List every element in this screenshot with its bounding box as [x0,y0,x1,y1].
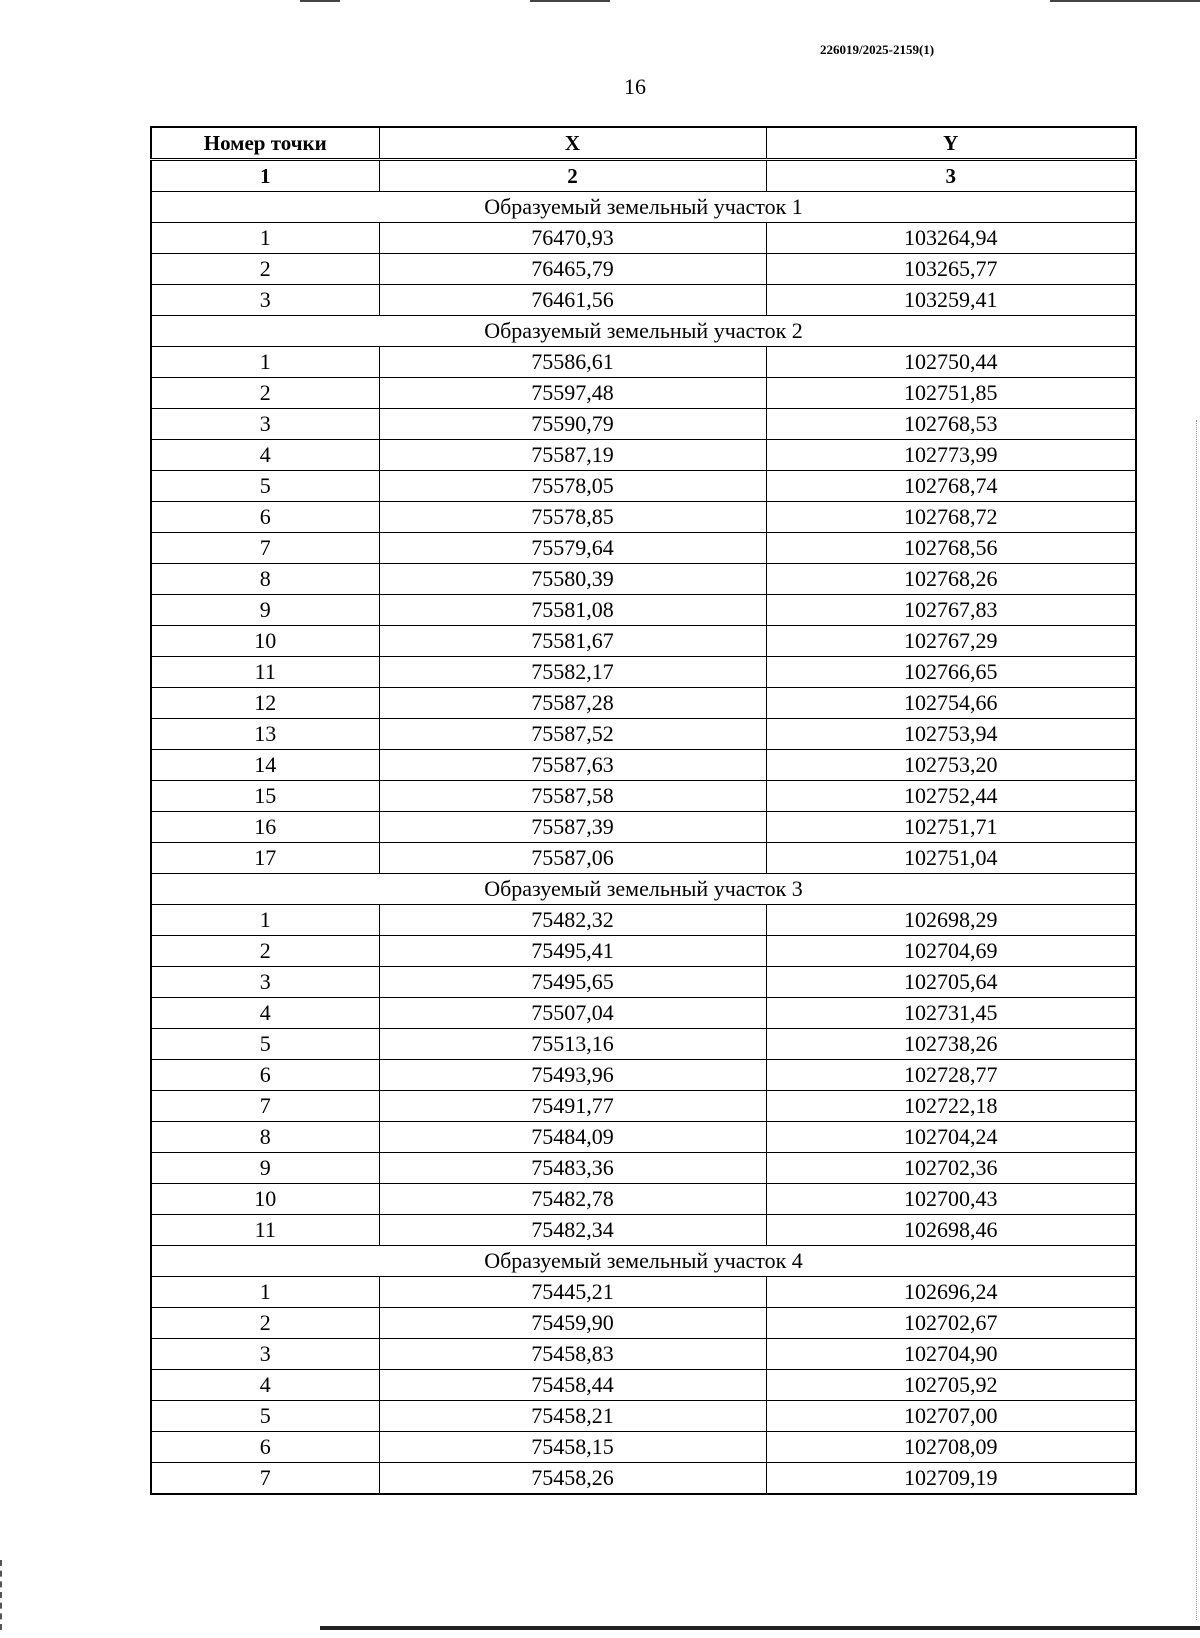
section-title: Образуемый земельный участок 3 [151,874,1136,905]
section-row [151,874,1136,905]
coordinates-table [150,126,1137,1495]
y-cell: 102728,77 [766,1060,1136,1091]
point-number-cell: 4 [151,1370,379,1401]
header-y: Y [766,127,1136,160]
x-cell: 76461,56 [379,285,766,316]
x-cell: 75578,85 [379,502,766,533]
y-cell: 102768,26 [766,564,1136,595]
y-cell: 102752,44 [766,781,1136,812]
y-cell: 102704,69 [766,936,1136,967]
x-cell: 75495,41 [379,936,766,967]
y-cell: 102702,36 [766,1153,1136,1184]
x-cell: 75482,32 [379,905,766,936]
table-header-row [151,127,1136,160]
table-row [151,1215,1136,1246]
x-cell: 75513,16 [379,1029,766,1060]
section-title: Образуемый земельный участок 4 [151,1246,1136,1277]
y-cell: 102738,26 [766,1029,1136,1060]
header-point-number: Номер точки [151,127,379,160]
table-row [151,998,1136,1029]
table-row [151,285,1136,316]
x-cell: 75582,17 [379,657,766,688]
x-cell: 75458,21 [379,1401,766,1432]
point-number-cell: 7 [151,1091,379,1122]
x-cell: 75495,65 [379,967,766,998]
header-x: X [379,127,766,160]
table-row [151,409,1136,440]
table-row [151,1370,1136,1401]
point-number-cell: 11 [151,1215,379,1246]
x-cell: 75587,06 [379,843,766,874]
table-row [151,1153,1136,1184]
point-number-cell: 5 [151,1401,379,1432]
section-title: Образуемый земельный участок 2 [151,316,1136,347]
column-number-row [151,160,1136,192]
y-cell: 102753,94 [766,719,1136,750]
table-row [151,1432,1136,1463]
x-cell: 75458,44 [379,1370,766,1401]
x-cell: 75580,39 [379,564,766,595]
table-row [151,1308,1136,1339]
scan-edge-mark [1050,0,1200,2]
x-cell: 75458,15 [379,1432,766,1463]
y-cell: 102698,46 [766,1215,1136,1246]
x-cell: 75578,05 [379,471,766,502]
x-cell: 75587,28 [379,688,766,719]
table-row [151,1463,1136,1495]
point-number-cell: 1 [151,1277,379,1308]
section-row [151,192,1136,223]
table-row [151,626,1136,657]
x-cell: 75581,67 [379,626,766,657]
x-cell: 75507,04 [379,998,766,1029]
y-cell: 103259,41 [766,285,1136,316]
table-row [151,471,1136,502]
y-cell: 102709,19 [766,1463,1136,1495]
y-cell: 102768,56 [766,533,1136,564]
point-number-cell: 13 [151,719,379,750]
point-number-cell: 3 [151,1339,379,1370]
scan-edge-mark [530,0,610,2]
x-cell: 75484,09 [379,1122,766,1153]
table-row [151,843,1136,874]
table-row [151,223,1136,254]
point-number-cell: 17 [151,843,379,874]
x-cell: 75597,48 [379,378,766,409]
table-row [151,564,1136,595]
x-cell: 76465,79 [379,254,766,285]
document-id: 226019/2025-2159(1) [820,42,935,57]
y-cell: 102751,71 [766,812,1136,843]
table-row [151,1029,1136,1060]
y-cell: 102768,74 [766,471,1136,502]
point-number-cell: 9 [151,595,379,626]
y-cell: 102767,83 [766,595,1136,626]
x-cell: 75587,52 [379,719,766,750]
point-number-cell: 8 [151,1122,379,1153]
table-row [151,1401,1136,1432]
point-number-cell: 3 [151,285,379,316]
table-row [151,1339,1136,1370]
table-row [151,781,1136,812]
x-cell: 75458,26 [379,1463,766,1495]
x-cell: 75458,83 [379,1339,766,1370]
point-number-cell: 2 [151,378,379,409]
y-cell: 102768,53 [766,409,1136,440]
point-number-cell: 4 [151,440,379,471]
table-row [151,440,1136,471]
page-number: 16 [624,74,646,99]
table-row [151,502,1136,533]
x-cell: 75491,77 [379,1091,766,1122]
y-cell: 102751,85 [766,378,1136,409]
point-number-cell: 1 [151,223,379,254]
point-number-cell: 8 [151,564,379,595]
y-cell: 102704,24 [766,1122,1136,1153]
point-number-cell: 4 [151,998,379,1029]
point-number-cell: 1 [151,347,379,378]
point-number-cell: 16 [151,812,379,843]
y-cell: 102750,44 [766,347,1136,378]
point-number-cell: 10 [151,1184,379,1215]
scan-side-mark [0,1560,4,1630]
y-cell: 102753,20 [766,750,1136,781]
point-number-cell: 1 [151,905,379,936]
section-row [151,316,1136,347]
column-number: 1 [151,160,379,192]
table-row [151,657,1136,688]
y-cell: 103264,94 [766,223,1136,254]
table-row [151,1277,1136,1308]
y-cell: 102705,64 [766,967,1136,998]
x-cell: 75493,96 [379,1060,766,1091]
point-number-cell: 9 [151,1153,379,1184]
y-cell: 102704,90 [766,1339,1136,1370]
x-cell: 75581,08 [379,595,766,626]
table-row [151,378,1136,409]
x-cell: 75445,21 [379,1277,766,1308]
point-number-cell: 6 [151,1432,379,1463]
point-number-cell: 11 [151,657,379,688]
y-cell: 102702,67 [766,1308,1136,1339]
x-cell: 75587,58 [379,781,766,812]
y-cell: 102698,29 [766,905,1136,936]
point-number-cell: 5 [151,471,379,502]
y-cell: 103265,77 [766,254,1136,285]
point-number-cell: 6 [151,502,379,533]
y-cell: 102768,72 [766,502,1136,533]
x-cell: 75579,64 [379,533,766,564]
y-cell: 102707,00 [766,1401,1136,1432]
table-row [151,347,1136,378]
scan-side-mark [1196,420,1198,1620]
point-number-cell: 5 [151,1029,379,1060]
table-row [151,688,1136,719]
x-cell: 75482,34 [379,1215,766,1246]
table-row [151,1091,1136,1122]
table-row [151,719,1136,750]
table-row [151,1184,1136,1215]
point-number-cell: 15 [151,781,379,812]
point-number-cell: 7 [151,1463,379,1495]
x-cell: 75587,63 [379,750,766,781]
point-number-cell: 2 [151,1308,379,1339]
x-cell: 76470,93 [379,223,766,254]
point-number-cell: 3 [151,967,379,998]
x-cell: 75590,79 [379,409,766,440]
x-cell: 75482,78 [379,1184,766,1215]
table-row [151,1122,1136,1153]
y-cell: 102705,92 [766,1370,1136,1401]
column-number: 2 [379,160,766,192]
y-cell: 102767,29 [766,626,1136,657]
point-number-cell: 2 [151,254,379,285]
y-cell: 102766,65 [766,657,1136,688]
section-row [151,1246,1136,1277]
section-title: Образуемый земельный участок 1 [151,192,1136,223]
table-row [151,936,1136,967]
table-row [151,1060,1136,1091]
x-cell: 75587,39 [379,812,766,843]
table-row [151,750,1136,781]
point-number-cell: 14 [151,750,379,781]
x-cell: 75459,90 [379,1308,766,1339]
table-row [151,254,1136,285]
scan-bottom-edge [320,1626,1200,1630]
table-row [151,967,1136,998]
column-number: 3 [766,160,1136,192]
point-number-cell: 6 [151,1060,379,1091]
y-cell: 102751,04 [766,843,1136,874]
y-cell: 102708,09 [766,1432,1136,1463]
point-number-cell: 2 [151,936,379,967]
scan-edge-mark [300,0,340,2]
point-number-cell: 12 [151,688,379,719]
table-row [151,533,1136,564]
x-cell: 75483,36 [379,1153,766,1184]
y-cell: 102754,66 [766,688,1136,719]
y-cell: 102773,99 [766,440,1136,471]
x-cell: 75587,19 [379,440,766,471]
table-row [151,905,1136,936]
point-number-cell: 7 [151,533,379,564]
y-cell: 102731,45 [766,998,1136,1029]
y-cell: 102696,24 [766,1277,1136,1308]
table-row [151,595,1136,626]
table-row [151,812,1136,843]
x-cell: 75586,61 [379,347,766,378]
y-cell: 102722,18 [766,1091,1136,1122]
point-number-cell: 10 [151,626,379,657]
point-number-cell: 3 [151,409,379,440]
y-cell: 102700,43 [766,1184,1136,1215]
